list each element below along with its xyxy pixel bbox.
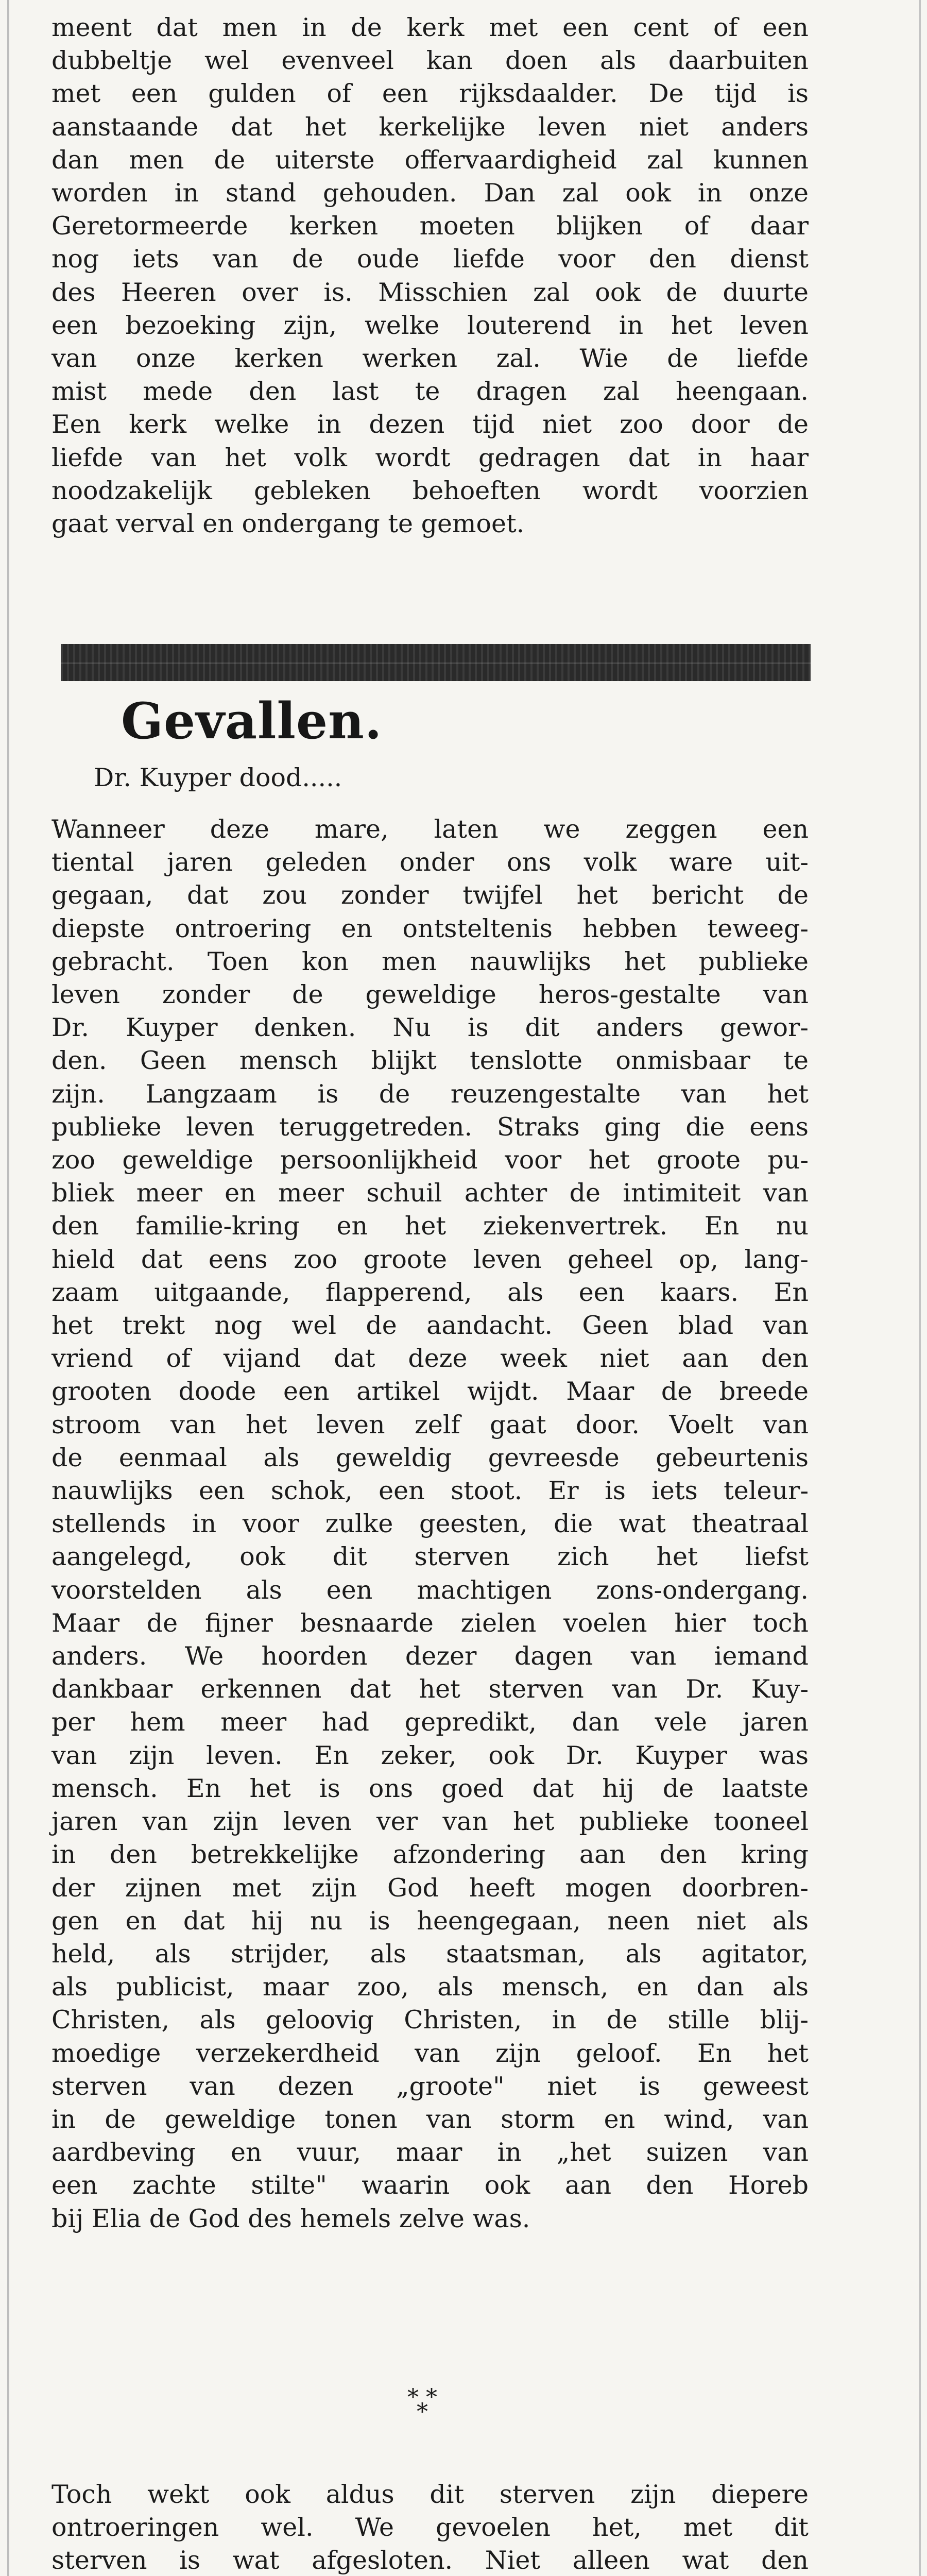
text-line: noodzakelijk gebleken behoeften wordt voorzien <box>52 476 809 505</box>
text-line: aanstaande dat het kerkelijke leven niet anders <box>52 112 809 142</box>
text-line: Christen, als geloovig Christen, in de stille blij- <box>52 2005 809 2035</box>
section-ornament-asterisks: * * * <box>407 2384 437 2425</box>
continuation-paragraph <box>52 11 809 540</box>
text-line: het trekt nog wel de aandacht. Geen blad van <box>52 1311 809 1341</box>
text-line: gen en dat hij nu is heengegaan, neen niet als <box>52 1906 809 1936</box>
text-line: Maar de fijner besnaarde zielen voelen hier toch <box>52 1608 809 1638</box>
text-line: gegaan, dat zou zonder twijfel het bericht de <box>52 880 809 910</box>
text-line: bij Elia de God des hemels zelve was. <box>52 2204 530 2233</box>
text-line: ontroeringen wel. We gevoelen het, met dit <box>52 2513 809 2543</box>
section-title: Gevallen. <box>121 692 383 750</box>
text-line: Toch wekt ook aldus dit sterven zijn diepere <box>52 2480 809 2509</box>
text-line: worden in stand gehouden. Dan zal ook in onze <box>52 178 809 208</box>
text-line: des Heeren over is. Misschien zal ook de duurte <box>52 277 809 307</box>
text-line: dubbeltje wel evenveel kan doen als daarbuiten <box>52 46 809 76</box>
text-line: aardbeving en vuur, maar in „het suizen van <box>52 2138 809 2167</box>
text-line: stroom van het leven zelf gaat door. Voelt van <box>52 1410 809 1439</box>
text-line: gebracht. Toen kon men nauwlijks het publieke <box>52 946 809 976</box>
text-line: van zijn leven. En zeker, ook Dr. Kuyper was <box>52 1740 809 1770</box>
text-line: gaat verval en ondergang te gemoet. <box>52 509 525 539</box>
text-line: Geretormeerde kerken moeten blijken of daar <box>52 211 809 241</box>
text-line: diepste ontroering en ontsteltenis hebben teweeg- <box>52 913 809 943</box>
text-line: in den betrekkelijke afzondering aan den kring <box>52 1840 809 1870</box>
text-line: een zachte stilte" waarin ook aan den Horeb <box>52 2171 809 2200</box>
text-line: zijn. Langzaam is de reuzengestalte van het <box>52 1079 809 1109</box>
text-line: leven zonder de geweldige heros-gestalte van <box>52 980 809 1010</box>
text-line: Een kerk welke in dezen tijd niet zoo door de <box>52 410 809 439</box>
text-line: met een gulden of een rijksdaalder. De tijd is <box>52 79 809 109</box>
text-line: voorstelden als een machtigen zons-ondergang. <box>52 1575 809 1605</box>
text-line: per hem meer had gepredikt, dan vele jaren <box>52 1707 809 1737</box>
text-line: tiental jaren geleden onder ons volk ware uit- <box>52 848 809 877</box>
text-line: meent dat men in de kerk met een cent of een <box>52 13 809 42</box>
text-line: vriend of vijand dat deze week niet aan den <box>52 1344 809 1374</box>
text-line: mensch. En het is ons goed dat hij de laatste <box>52 1773 809 1803</box>
text-line: den. Geen mensch blijkt tenslotte onmisbaar te <box>52 1046 809 1076</box>
article-subtitle: Dr. Kuyper dood..... <box>94 763 342 792</box>
text-line: held, als strijder, als staatsman, als agitator, <box>52 1939 809 1969</box>
text-line: jaren van zijn leven ver van het publieke tooneel <box>52 1807 809 1837</box>
text-line: een bezoeking zijn, welke louterend in het leven <box>52 310 809 340</box>
text-line: in de geweldige tonen van storm en wind, van <box>52 2104 809 2134</box>
text-line: anders. We hoorden dezer dagen van iemand <box>52 1641 809 1671</box>
text-line: zoo geweldige persoonlijkheid voor het groote pu- <box>52 1145 809 1175</box>
text-line: zaam uitgaande, flapperend, als een kaars. En <box>52 1277 809 1307</box>
text-line: Wanneer deze mare, laten we zeggen een <box>52 815 809 844</box>
article-paragraph-two <box>52 2478 809 2576</box>
text-line: publieke leven teruggetreden. Straks ging die eens <box>52 1112 809 1142</box>
text-line: den familie-kring en het ziekenvertrek. En nu <box>52 1211 809 1241</box>
text-line: de eenmaal als geweldig gevreesde gebeurtenis <box>52 1443 809 1472</box>
right-column-rule <box>919 0 921 2576</box>
text-line: van onze kerken werken zal. Wie de liefde <box>52 344 809 374</box>
text-line: liefde van het volk wordt gedragen dat in haar <box>52 443 809 472</box>
text-line: moedige verzekerdheid van zijn geloof. En het <box>52 2038 809 2068</box>
left-column-rule <box>7 0 9 2576</box>
text-line: Dr. Kuyper denken. Nu is dit anders gewor- <box>52 1013 809 1043</box>
text-line: mist mede den last te dragen zal heengaan. <box>52 377 809 406</box>
text-line: aangelegd, ook dit sterven zich het liefst <box>52 1542 809 1572</box>
text-line: nauwlijks een schok, een stoot. Er is iets teleur- <box>52 1476 809 1506</box>
text-line: sterven is wat afgesloten. Niet alleen wat den <box>52 2546 809 2575</box>
article-paragraph-one <box>52 813 809 2235</box>
text-line: dan men de uiterste offervaardigheid zal kunnen <box>52 145 809 175</box>
text-line: der zijnen met zijn God heeft mogen doorbren- <box>52 1873 809 1903</box>
text-line: nog iets van de oude liefde voor den dienst <box>52 244 809 274</box>
section-separator-bar <box>61 644 811 681</box>
text-line: grooten doode een artikel wijdt. Maar de breede <box>52 1377 809 1406</box>
text-line: stellends in voor zulke geesten, die wat theatraal <box>52 1509 809 1539</box>
text-line: bliek meer en meer schuil achter de intimiteit van <box>52 1178 809 1208</box>
text-line: sterven van dezen „groote" niet is geweest <box>52 2071 809 2101</box>
text-line: dankbaar erkennen dat het sterven van Dr. Kuy- <box>52 1674 809 1704</box>
text-line: hield dat eens zoo groote leven geheel op, lang- <box>52 1244 809 1274</box>
text-line: als publicist, maar zoo, als mensch, en dan als <box>52 1972 809 2002</box>
